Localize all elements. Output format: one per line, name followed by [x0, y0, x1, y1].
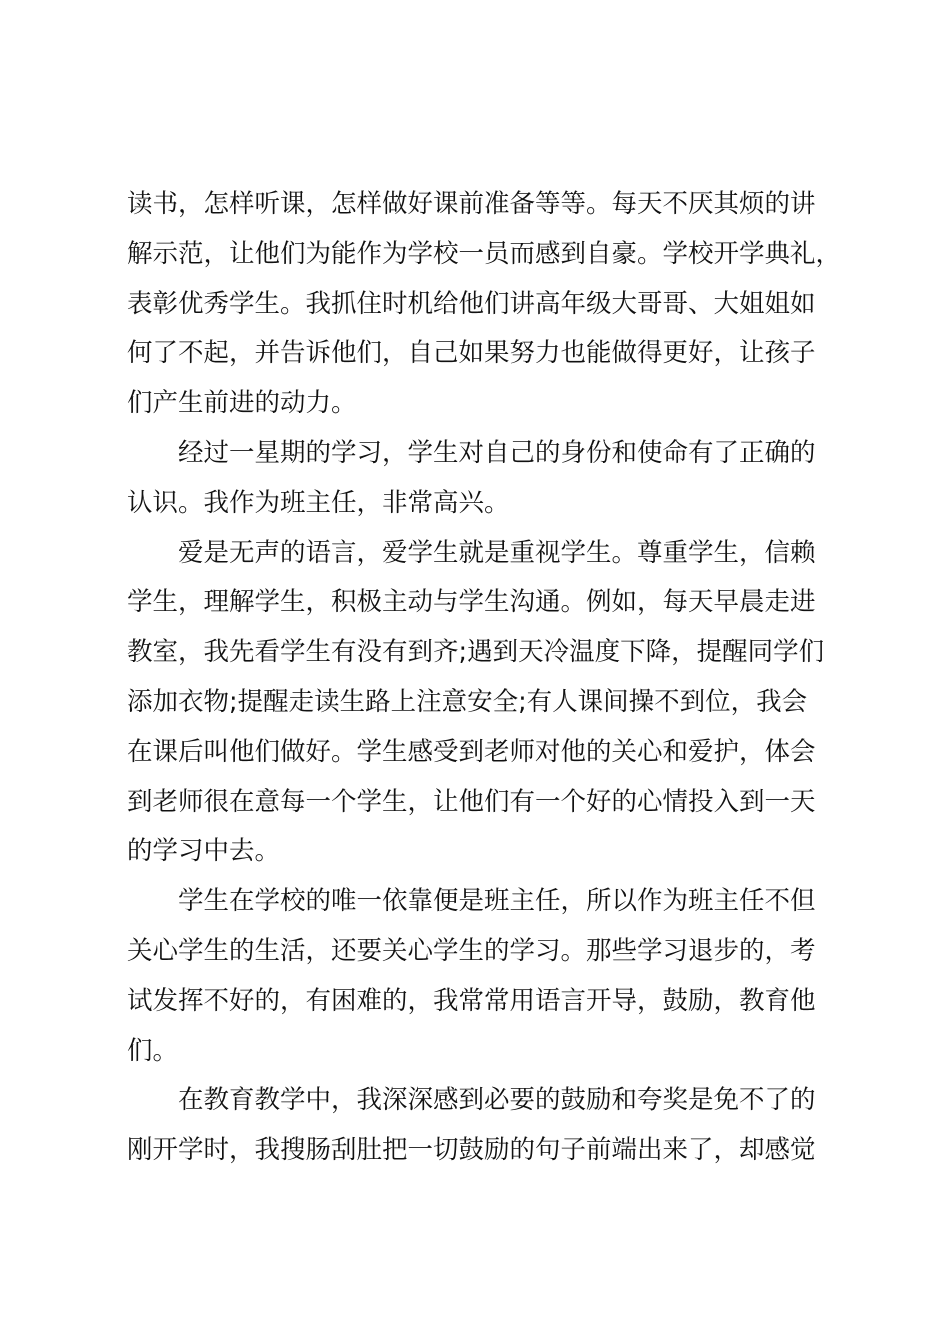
- paragraph-first-line: 在教育教学中，我深深感到必要的鼓励和夸奖是免不了的: [178, 1085, 816, 1116]
- document-body: [127, 180, 842, 1176]
- text-line: 表彰优秀学生。我抓住时机给他们讲高年级大哥哥、大姐姐如: [127, 288, 816, 319]
- text-line: 何了不起，并告诉他们，自己如果努力也能做得更好，让孩子: [127, 338, 816, 369]
- text-line: 们产生前进的动力。: [127, 388, 357, 419]
- text-line: 刚开学时，我搜肠刮肚把一切鼓励的句子前端出来了，却感觉: [127, 1135, 816, 1166]
- text-line: 关心学生的生活，还要关心学生的学习。那些学习退步的，考: [127, 935, 816, 966]
- text-line: 教室，我先看学生有没有到齐;遇到天冷温度下降，提醒同学们: [127, 637, 825, 668]
- paragraph-first-line: 爱是无声的语言，爱学生就是重视学生。尊重学生，信赖: [178, 537, 816, 568]
- text-line: 添加衣物;提醒走读生路上注意安全;有人课间操不到位，我会: [127, 686, 808, 717]
- text-line: 认识。我作为班主任，非常高兴。: [127, 487, 510, 518]
- text-line: 的学习中去。: [127, 836, 281, 867]
- text-line: 读书，怎样听课，怎样做好课前准备等等。每天不厌其烦的讲: [127, 189, 816, 219]
- text-line: 解示范，让他们为能作为学校一员而感到自豪。学校开学典礼，: [127, 238, 842, 269]
- paragraph-first-line: 学生在学校的唯一依靠便是班主任，所以作为班主任不但: [178, 886, 816, 917]
- text-line: 试发挥不好的，有困难的，我常常用语言开导，鼓励，教育他: [127, 985, 816, 1016]
- text-line: 在课后叫他们做好。学生感受到老师对他的关心和爱护，体会: [127, 736, 816, 767]
- text-line: 到老师很在意每一个学生，让他们有一个好的心情投入到一天: [127, 786, 816, 817]
- paragraph-first-line: 经过一星期的学习，学生对自己的身份和使命有了正确的: [178, 437, 816, 468]
- text-line: 们。: [127, 1035, 179, 1066]
- text-line: 学生，理解学生，积极主动与学生沟通。例如，每天早晨走进: [127, 587, 816, 618]
